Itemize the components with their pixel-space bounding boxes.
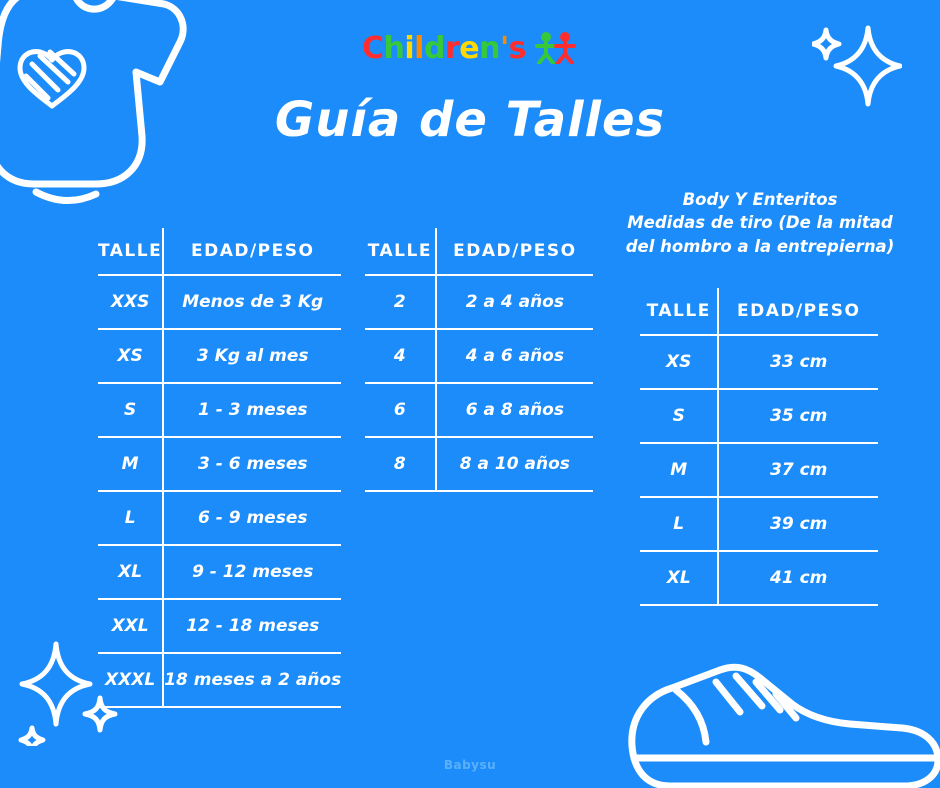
tabla-ninos (365, 228, 593, 492)
watermark: Babysu (443, 758, 497, 772)
column-header-edadpeso: EDAD/PESO (436, 228, 593, 275)
cell-talle: M (98, 437, 163, 491)
brand-name: Children's (361, 31, 527, 66)
cell-talle: L (98, 491, 163, 545)
table-row (98, 437, 341, 491)
cell-talle: M (640, 443, 718, 497)
cell-edadpeso: 8 a 10 años (436, 437, 593, 491)
table-row (98, 329, 341, 383)
table-row (365, 437, 593, 491)
cell-edadpeso: 3 - 6 meses (163, 437, 341, 491)
table-row (640, 497, 878, 551)
cell-edadpeso: Menos de 3 Kg (163, 275, 341, 329)
table-row (640, 389, 878, 443)
cell-edadpeso: 41 cm (718, 551, 878, 605)
cell-edadpeso: 37 cm (718, 443, 878, 497)
cell-edadpeso: 39 cm (718, 497, 878, 551)
cell-talle: XXS (98, 275, 163, 329)
cell-edadpeso: 18 meses a 2 años (163, 653, 341, 707)
cell-talle: XS (98, 329, 163, 383)
cell-edadpeso: 1 - 3 meses (163, 383, 341, 437)
cell-talle: XL (640, 551, 718, 605)
cell-edadpeso: 4 a 6 años (436, 329, 593, 383)
table-header-row (365, 228, 593, 275)
cell-talle: 6 (365, 383, 436, 437)
cell-edadpeso: 6 - 9 meses (163, 491, 341, 545)
cell-talle: 2 (365, 275, 436, 329)
table-row (98, 599, 341, 653)
table-row (640, 335, 878, 389)
column-header-edadpeso: EDAD/PESO (718, 288, 878, 335)
cell-edadpeso: 12 - 18 meses (163, 599, 341, 653)
cell-talle: S (640, 389, 718, 443)
table-header-row (98, 228, 341, 275)
children-figure-icon (534, 30, 578, 68)
table-row (640, 443, 878, 497)
table-header-row (640, 288, 878, 335)
table-row (98, 545, 341, 599)
cell-talle: XS (640, 335, 718, 389)
cell-edadpeso: 35 cm (718, 389, 878, 443)
column-header-talle: TALLE (98, 228, 163, 275)
table-row (365, 329, 593, 383)
table-row (640, 551, 878, 605)
table-row (365, 383, 593, 437)
cell-talle: 8 (365, 437, 436, 491)
cell-talle: XXXL (98, 653, 163, 707)
cell-edadpeso: 9 - 12 meses (163, 545, 341, 599)
table-row (98, 491, 341, 545)
cell-talle: L (640, 497, 718, 551)
cell-talle: 4 (365, 329, 436, 383)
table-row (98, 653, 341, 707)
cell-edadpeso: 2 a 4 años (436, 275, 593, 329)
heading-line-3: del hombro a la entrepierna) (625, 236, 895, 256)
column-header-talle: TALLE (365, 228, 436, 275)
cell-talle: XL (98, 545, 163, 599)
cell-edadpeso: 33 cm (718, 335, 878, 389)
column-header-edadpeso: EDAD/PESO (163, 228, 341, 275)
table-row (98, 275, 341, 329)
heading-line-2: Medidas de tiro (De la mitad (627, 213, 893, 233)
column-header-talle: TALLE (640, 288, 718, 335)
table-row (98, 383, 341, 437)
brand-logo (0, 30, 940, 76)
page-title: Guía de Talles (274, 92, 666, 148)
cell-talle: S (98, 383, 163, 437)
cell-edadpeso: 3 Kg al mes (163, 329, 341, 383)
table-row (365, 275, 593, 329)
tabla-body-heading (614, 188, 906, 258)
cell-edadpeso: 6 a 8 años (436, 383, 593, 437)
tabla-body-enteritos (640, 288, 878, 606)
heading-line-1: Body Y Enteritos (682, 190, 838, 209)
tabla-bebes (98, 228, 342, 708)
cell-talle: XXL (98, 599, 163, 653)
